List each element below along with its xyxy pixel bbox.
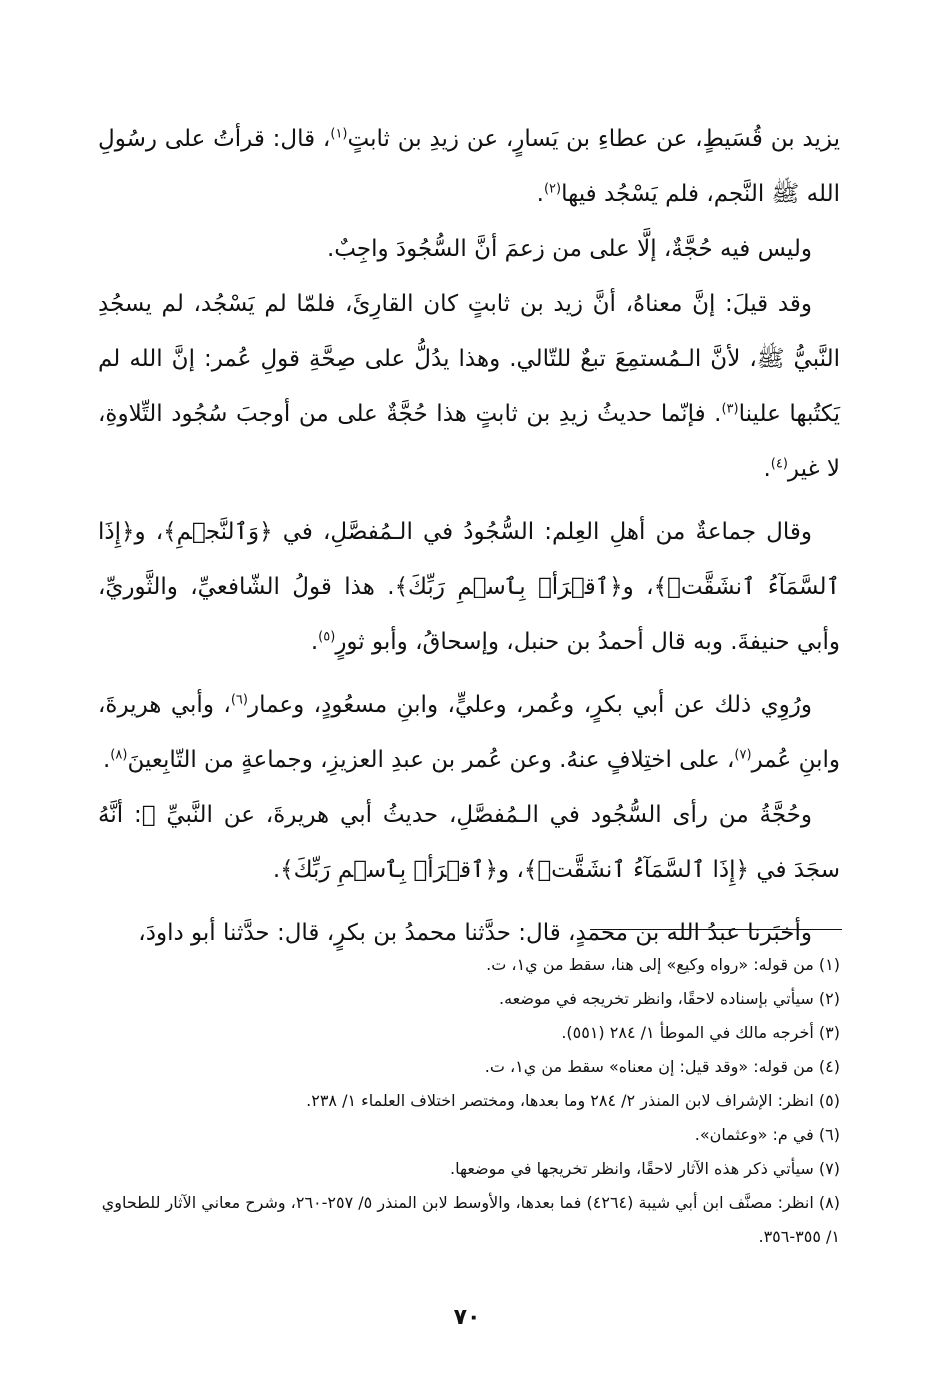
footnote-ref-5[interactable]: (٥) xyxy=(318,629,336,645)
footnote-2: (٢) سيأتي بإسناده لاحقًا، وانظر تخريجه في موضعه. xyxy=(498,989,840,1008)
paragraph-6 xyxy=(98,788,840,898)
footnote-1: (١) من قوله: «رواه وكيع» إلى هنا، سقط من ي١، ت. xyxy=(486,955,840,974)
footnote-ref-6[interactable]: (٦) xyxy=(230,692,248,708)
paragraph-3 xyxy=(98,277,840,497)
text-run: ، قال: قرأتُ على رسُولِ الله ﷺ النَّجم، فلم يَسْجُد فيها xyxy=(98,126,840,207)
text-run: وليس فيه حُجَّةٌ، إلَّا على من زعمَ أنَّ السُّجُودَ واجِبٌ. xyxy=(326,236,812,262)
footnotes xyxy=(98,948,840,1254)
paragraph-2 xyxy=(98,222,840,277)
footnote-ref-8[interactable]: (٨) xyxy=(110,747,128,763)
paragraph-5 xyxy=(98,678,840,788)
text-run: . xyxy=(310,629,319,655)
footnote-4: (٤) من قوله: «وقد قيل: إن معناه» سقط من ي١، ت. xyxy=(484,1057,840,1076)
paragraph-1 xyxy=(98,112,840,222)
footnote-separator xyxy=(590,929,842,930)
text-run: وحُجَّةُ من رأى السُّجُود في الـمُفصَّلِ، حديثُ أبي هريرةَ، عن النَّبيِّ ﷺ: أنَّهُ سجَدَ في ﴿إِذَا ٱلسَّمَآءُ ٱنشَقَّتۡ﴾، و﴿ٱقۡرَأۡ بِٱسۡمِ رَبِّكَ﴾. xyxy=(98,802,840,883)
footnote-ref-7[interactable]: (٧) xyxy=(734,747,752,763)
footnote-ref-4[interactable]: (٤) xyxy=(770,456,788,472)
text-run: ، على اختِلافٍ عنهُ. وعن عُمر بن عبدِ العزيزِ، وجماعةٍ من التّابِعينَ xyxy=(127,747,735,773)
text-run: ، وأبي هريرةَ، وابنِ عُمر xyxy=(98,692,840,773)
footnote-ref-2[interactable]: (٢) xyxy=(543,181,562,197)
main-text xyxy=(98,112,840,961)
text-run: . xyxy=(763,456,771,482)
page-number: ٧٠ xyxy=(453,1305,481,1330)
footnote-6: (٦) في م: «وعثمان». xyxy=(694,1125,840,1144)
text-run: يزيد بن قُسَيطٍ، عن عطاءِ بن يَسارٍ، عن زيدِ بن ثابتٍ xyxy=(347,126,840,152)
footnote-7: (٧) سيأتي ذكر هذه الآثار لاحقًا، وانظر تخريجها في موضعها. xyxy=(450,1159,840,1178)
footnote-ref-3[interactable]: (٣) xyxy=(721,401,739,417)
text-run: . فإنّما حديثُ زيدِ بن ثابتٍ هذا حُجَّةٌ على من أوجبَ سُجُود التِّلاوةِ، لا غير xyxy=(98,401,840,482)
text-run: وأخبَرنا عبدُ الله بن محمدٍ، قال: حدَّثنا محمدُ بن بكرٍ، قال: حدَّثنا أبو داودَ، xyxy=(138,920,812,946)
text-run: . xyxy=(536,181,544,207)
text-run: ورُوِي ذلك عن أبي بكرٍ، وعُمر، وعليٍّ، وابنِ مسعُودٍ، وعمار xyxy=(247,692,813,718)
footnote-5: (٥) انظر: الإشراف لابن المنذر ٢/ ٢٨٤ وما بعدها، ومختصر اختلاف العلماء ١/ ٢٣٨. xyxy=(306,1091,840,1110)
text-run: وقد قيلَ: إنَّ معناهُ، أنَّ زيد بن ثابتٍ كان القارِئَ، فلمّا لم يَسْجُد، لم يسجُدِ النَّبيُّ ﷺ، لأنَّ الـمُستمِعَ تبعٌ للتّالي. وهذا يدُلُّ على صِحَّةِ قولِ عُمر: إنَّ الله لم يَكتُبها علينا xyxy=(98,291,840,427)
footnote-3: (٣) أخرجه مالك في الموطأ ١/ ٢٨٤ (٥٥١). xyxy=(561,1023,840,1042)
text-run: وقال جماعةٌ من أهلِ العِلم: السُّجُودُ في الـمُفصَّلِ، في ﴿وَٱلنَّجۡمِ﴾، و﴿إِذَا ٱلسَّمَآءُ ٱنشَقَّتۡ﴾، و﴿ٱقۡرَأۡ بِٱسۡمِ رَبِّكَ﴾. هذا قولُ الشّافعيِّ، والثَّوريِّ، وأبي حنيفةَ. وبه قال أحمدُ بن حنبل، وإسحاقُ، وأبو ثورٍ xyxy=(98,519,840,655)
footnote-8: (٨) انظر: مصنَّف ابن أبي شيبة (٤٢٦٤) فما بعدها، والأوسط لابن المنذر ٥/ ٢٥٧-٢٦٠، وشرح معاني الآثار للطحاوي ١/ ٣٥٥-٣٥٦. xyxy=(101,1193,840,1246)
footnote-ref-1[interactable]: (١) xyxy=(330,126,348,142)
paragraph-4 xyxy=(98,505,840,670)
text-run: . xyxy=(102,747,111,773)
